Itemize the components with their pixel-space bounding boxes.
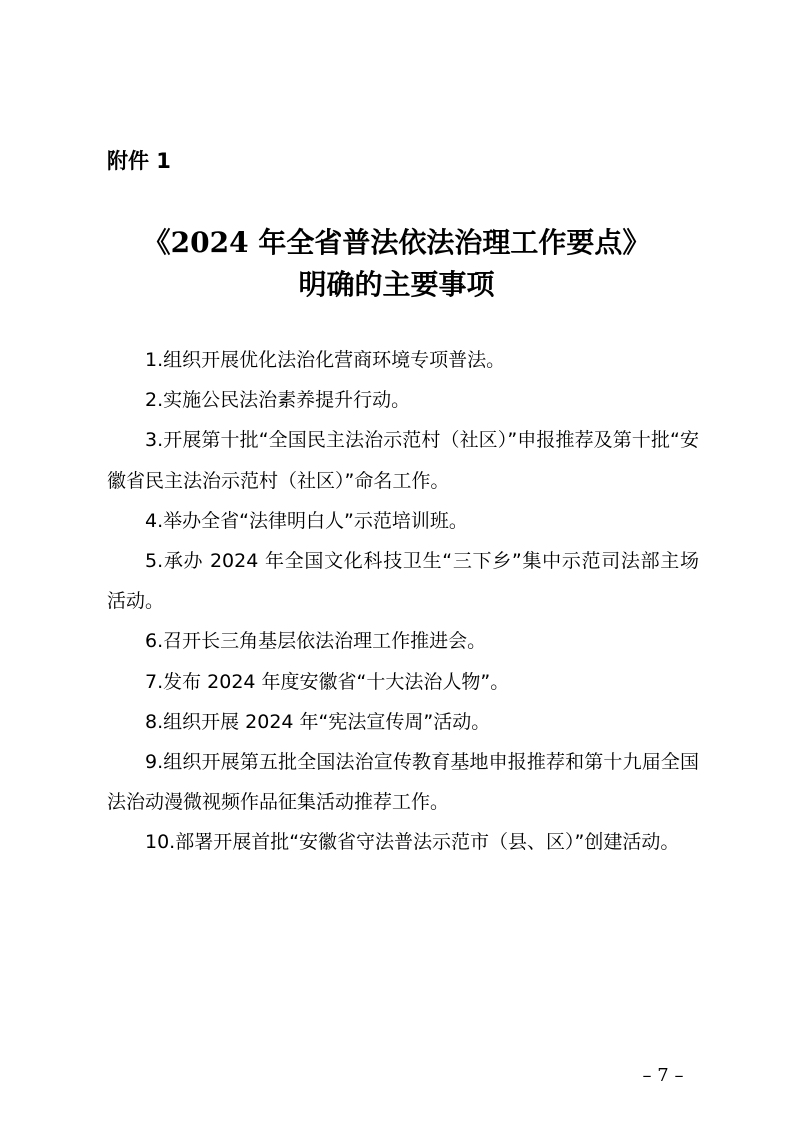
attachment-label: 附件 1	[107, 149, 171, 173]
list-item-8: 8.组织开展 2024 年“宪法宣传周”活动。	[145, 710, 491, 733]
page-number: – 7 –	[642, 1065, 684, 1086]
list-item-7: 7.发布 2024 年度安徽省“十大法治人物”。	[145, 670, 510, 693]
list-item-5: 5.承办 2024 年全国文化科技卫生“三下乡”集中示范司法部主场活动。	[107, 550, 699, 613]
items-list	[107, 340, 699, 863]
list-item-1: 1.组织开展优化法治化营商环境专项普法。	[145, 349, 506, 371]
list-item-10: 10.部署开展首批“安徽省守法普法示范市（县、区）”创建活动。	[145, 831, 680, 854]
list-item-4: 4.举办全省“法律明白人”示范培训班。	[145, 509, 468, 532]
title-line-2: 明确的主要事项	[298, 268, 495, 301]
list-item-2: 2.实施公民法治素养提升行动。	[145, 389, 411, 412]
title-line-1: 《2024 年全省普法依法治理工作要点》	[142, 226, 651, 259]
document-title	[60, 222, 733, 306]
list-item-3: 3.开展第十批“全国民主法治示范村（社区）”申报推荐及第十批“安徽省民主法治示范村（社区）”命名工作。	[107, 429, 699, 492]
list-item-9: 9.组织开展第五批全国法治宣传教育基地申报推荐和第十九届全国法治动漫微视频作品征集活动推荐工作。	[107, 751, 699, 814]
list-item-6: 6.召开长三角基层依法治理工作推进会。	[145, 630, 487, 653]
